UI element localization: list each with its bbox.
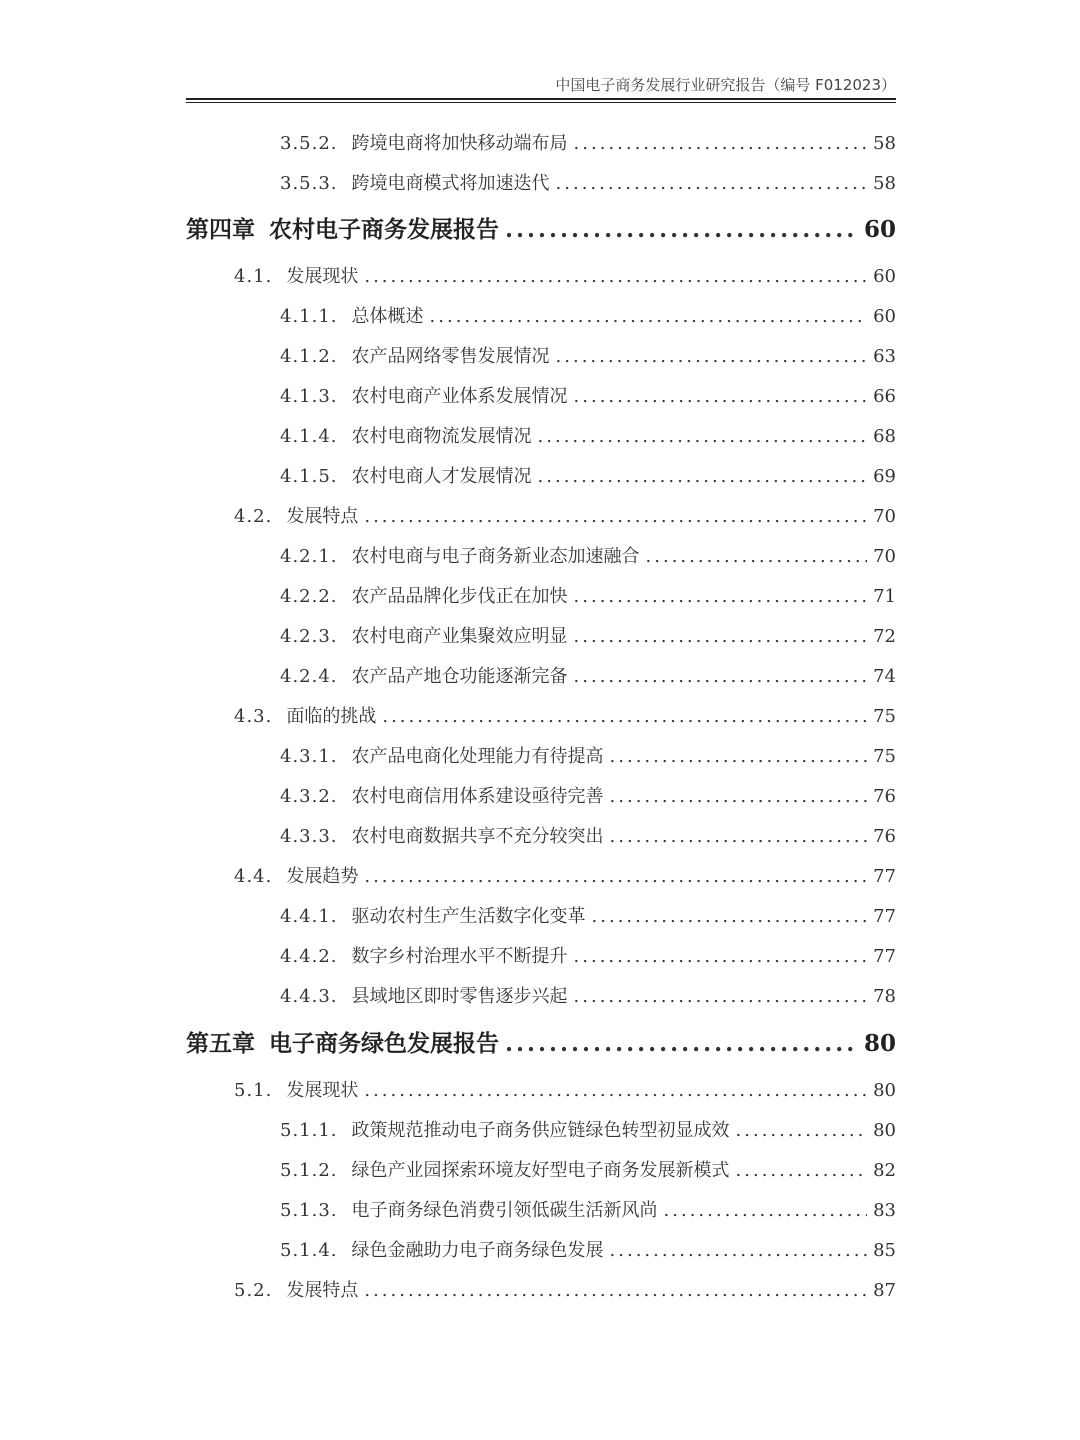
dot-leader [364, 261, 867, 293]
toc-title: 农产品品牌化步伐正在加快 [351, 586, 568, 607]
toc-page-number: 58 [873, 173, 896, 194]
toc-number: 4.2.4. [280, 666, 338, 687]
toc-page-number: 80 [863, 1030, 896, 1057]
toc-page-number: 80 [873, 1080, 896, 1101]
toc-page-number: 74 [873, 666, 896, 687]
toc-title: 数字乡村治理水平不断提升 [351, 946, 568, 967]
toc-entry[interactable] [280, 901, 896, 933]
dot-leader [364, 1275, 867, 1307]
toc-entry[interactable] [234, 861, 896, 893]
toc-page-number: 75 [873, 746, 896, 767]
toc-page-number: 78 [873, 986, 896, 1007]
toc-page-number: 60 [873, 266, 896, 287]
dot-leader [430, 301, 868, 333]
dot-leader [556, 168, 868, 200]
toc-page-number: 77 [873, 946, 896, 967]
toc-entry[interactable] [280, 821, 896, 853]
dot-leader [574, 621, 868, 653]
toc-title: 农村电商信用体系建设亟待完善 [351, 786, 604, 807]
toc-title: 发展特点 [286, 1280, 359, 1301]
toc-entry[interactable] [280, 1235, 896, 1267]
toc-title: 农村电商人才发展情况 [351, 466, 532, 487]
dot-leader [574, 381, 868, 413]
toc-page-number: 75 [873, 706, 896, 727]
toc-page-number: 71 [873, 586, 896, 607]
toc-page-number: 66 [873, 386, 896, 407]
toc-page-number: 82 [873, 1160, 896, 1181]
toc-title: 农村电商产业集聚效应明显 [351, 626, 568, 647]
toc-number: 4.3. [234, 706, 273, 727]
toc-page-number: 87 [873, 1280, 896, 1301]
dot-leader [646, 541, 868, 573]
dot-leader [592, 901, 868, 933]
toc-number: 4.1.4. [280, 426, 338, 447]
toc-number: 5.1.4. [280, 1240, 338, 1261]
toc-entry[interactable] [280, 981, 896, 1013]
toc-entry[interactable] [234, 1075, 896, 1107]
toc-page-number: 60 [863, 216, 896, 243]
toc-title: 跨境电商模式将加速迭代 [351, 173, 550, 194]
toc-entry[interactable] [280, 128, 896, 160]
toc-entry[interactable] [234, 1275, 896, 1307]
toc-page-number: 76 [873, 786, 896, 807]
toc-entry[interactable] [280, 541, 896, 573]
dot-leader [538, 421, 868, 453]
toc-number: 4.1. [234, 266, 273, 287]
toc-number: 3.5.2. [280, 133, 338, 154]
toc-number: 5.2. [234, 1280, 273, 1301]
toc-number: 4.4. [234, 866, 273, 887]
toc-title: 绿色金融助力电子商务绿色发展 [351, 1240, 604, 1261]
toc-number: 4.1.5. [280, 466, 338, 487]
dot-leader [574, 581, 868, 613]
toc-title: 发展特点 [286, 506, 359, 527]
toc-number: 4.2.1. [280, 546, 338, 567]
toc-title: 驱动农村生产生活数字化变革 [351, 906, 586, 927]
toc-page-number: 80 [873, 1120, 896, 1141]
toc-page-number: 83 [873, 1200, 896, 1221]
toc-entry[interactable] [280, 381, 896, 413]
dot-leader [505, 210, 858, 250]
toc-number: 4.2. [234, 506, 273, 527]
page-header: 中国电子商务发展行业研究报告（编号 F012023） [555, 76, 896, 94]
toc-page-number: 76 [873, 826, 896, 847]
toc-page-number: 70 [873, 506, 896, 527]
dot-leader [538, 461, 868, 493]
toc-page-number: 68 [873, 426, 896, 447]
dot-leader [505, 1024, 858, 1064]
dot-leader [610, 781, 868, 813]
toc-entry[interactable] [280, 341, 896, 373]
toc-entry[interactable] [280, 168, 896, 200]
toc-number: 4.1.3. [280, 386, 338, 407]
toc-title: 县域地区即时零售逐步兴起 [351, 986, 568, 1007]
toc-entry[interactable] [280, 421, 896, 453]
dot-leader [664, 1195, 868, 1227]
dot-leader [556, 341, 868, 373]
toc-entry[interactable] [280, 741, 896, 773]
toc-title: 农产品产地仓功能逐渐完备 [351, 666, 568, 687]
toc-title: 电子商务绿色发展报告 [269, 1030, 499, 1057]
toc-entry[interactable] [280, 1115, 896, 1147]
toc-number: 4.1.1. [280, 306, 338, 327]
toc-entry[interactable] [280, 661, 896, 693]
toc-number: 4.4.1. [280, 906, 338, 927]
toc-entry[interactable] [280, 941, 896, 973]
toc-title: 总体概述 [351, 306, 424, 327]
toc-number: 5.1.3. [280, 1200, 338, 1221]
toc-title: 面临的挑战 [286, 706, 377, 727]
dot-leader [610, 741, 868, 773]
toc-title: 农村电商物流发展情况 [351, 426, 532, 447]
dot-leader [574, 941, 868, 973]
toc-entry[interactable] [280, 301, 896, 333]
toc-number: 第五章 [186, 1030, 255, 1057]
toc-page-number: 70 [873, 546, 896, 567]
toc-entry[interactable] [280, 581, 896, 613]
toc-number: 4.4.2. [280, 946, 338, 967]
toc-title: 电子商务绿色消费引领低碳生活新风尚 [351, 1200, 658, 1221]
toc-entry[interactable] [280, 621, 896, 653]
toc-title: 农村电子商务发展报告 [269, 216, 499, 243]
toc-title: 发展现状 [286, 266, 359, 287]
toc-page-number: 69 [873, 466, 896, 487]
toc-title: 发展趋势 [286, 866, 359, 887]
toc-number: 4.3.1. [280, 746, 338, 767]
toc-title: 农村电商与电子商务新业态加速融合 [351, 546, 640, 567]
dot-leader [574, 981, 868, 1013]
toc-entry[interactable] [280, 781, 896, 813]
toc-chapter-entry[interactable] [186, 1024, 896, 1064]
toc-title: 农产品电商化处理能力有待提高 [351, 746, 604, 767]
toc-page-number: 85 [873, 1240, 896, 1261]
toc-number: 5.1.2. [280, 1160, 338, 1181]
toc-number: 4.2.3. [280, 626, 338, 647]
toc-page-number: 77 [873, 906, 896, 927]
toc-title: 农产品网络零售发展情况 [351, 346, 550, 367]
toc-entry[interactable] [234, 501, 896, 533]
toc-number: 5.1.1. [280, 1120, 338, 1141]
dot-leader [382, 701, 867, 733]
toc-number: 4.4.3. [280, 986, 338, 1007]
toc-title: 绿色产业园探索环境友好型电子商务发展新模式 [351, 1160, 730, 1181]
toc-page-number: 60 [873, 306, 896, 327]
dot-leader [610, 1235, 868, 1267]
toc-number: 4.3.3. [280, 826, 338, 847]
toc-number: 第四章 [186, 216, 255, 243]
toc-page-number: 72 [873, 626, 896, 647]
dot-leader [364, 861, 867, 893]
dot-leader [610, 821, 868, 853]
dot-leader [736, 1155, 868, 1187]
toc-entry[interactable] [234, 701, 896, 733]
toc-title: 农村电商数据共享不充分较突出 [351, 826, 604, 847]
header-rule-thin [186, 102, 896, 103]
toc-page-number: 63 [873, 346, 896, 367]
header-rule-thick [186, 98, 896, 100]
toc-entry[interactable] [234, 261, 896, 293]
toc-title: 发展现状 [286, 1080, 359, 1101]
toc-title: 跨境电商将加快移动端布局 [351, 133, 568, 154]
toc-entry[interactable] [280, 1195, 896, 1227]
dot-leader [736, 1115, 868, 1147]
dot-leader [364, 501, 867, 533]
toc-number: 4.1.2. [280, 346, 338, 367]
toc-title: 农村电商产业体系发展情况 [351, 386, 568, 407]
dot-leader [574, 128, 868, 160]
toc-number: 5.1. [234, 1080, 273, 1101]
toc-number: 3.5.3. [280, 173, 338, 194]
toc-number: 4.3.2. [280, 786, 338, 807]
toc-chapter-entry[interactable] [186, 210, 896, 250]
toc-entry[interactable] [280, 461, 896, 493]
dot-leader [574, 661, 868, 693]
toc-number: 4.2.2. [280, 586, 338, 607]
toc-title: 政策规范推动电子商务供应链绿色转型初显成效 [351, 1120, 730, 1141]
toc-entry[interactable] [280, 1155, 896, 1187]
dot-leader [364, 1075, 867, 1107]
toc-page-number: 77 [873, 866, 896, 887]
toc-page-number: 58 [873, 133, 896, 154]
